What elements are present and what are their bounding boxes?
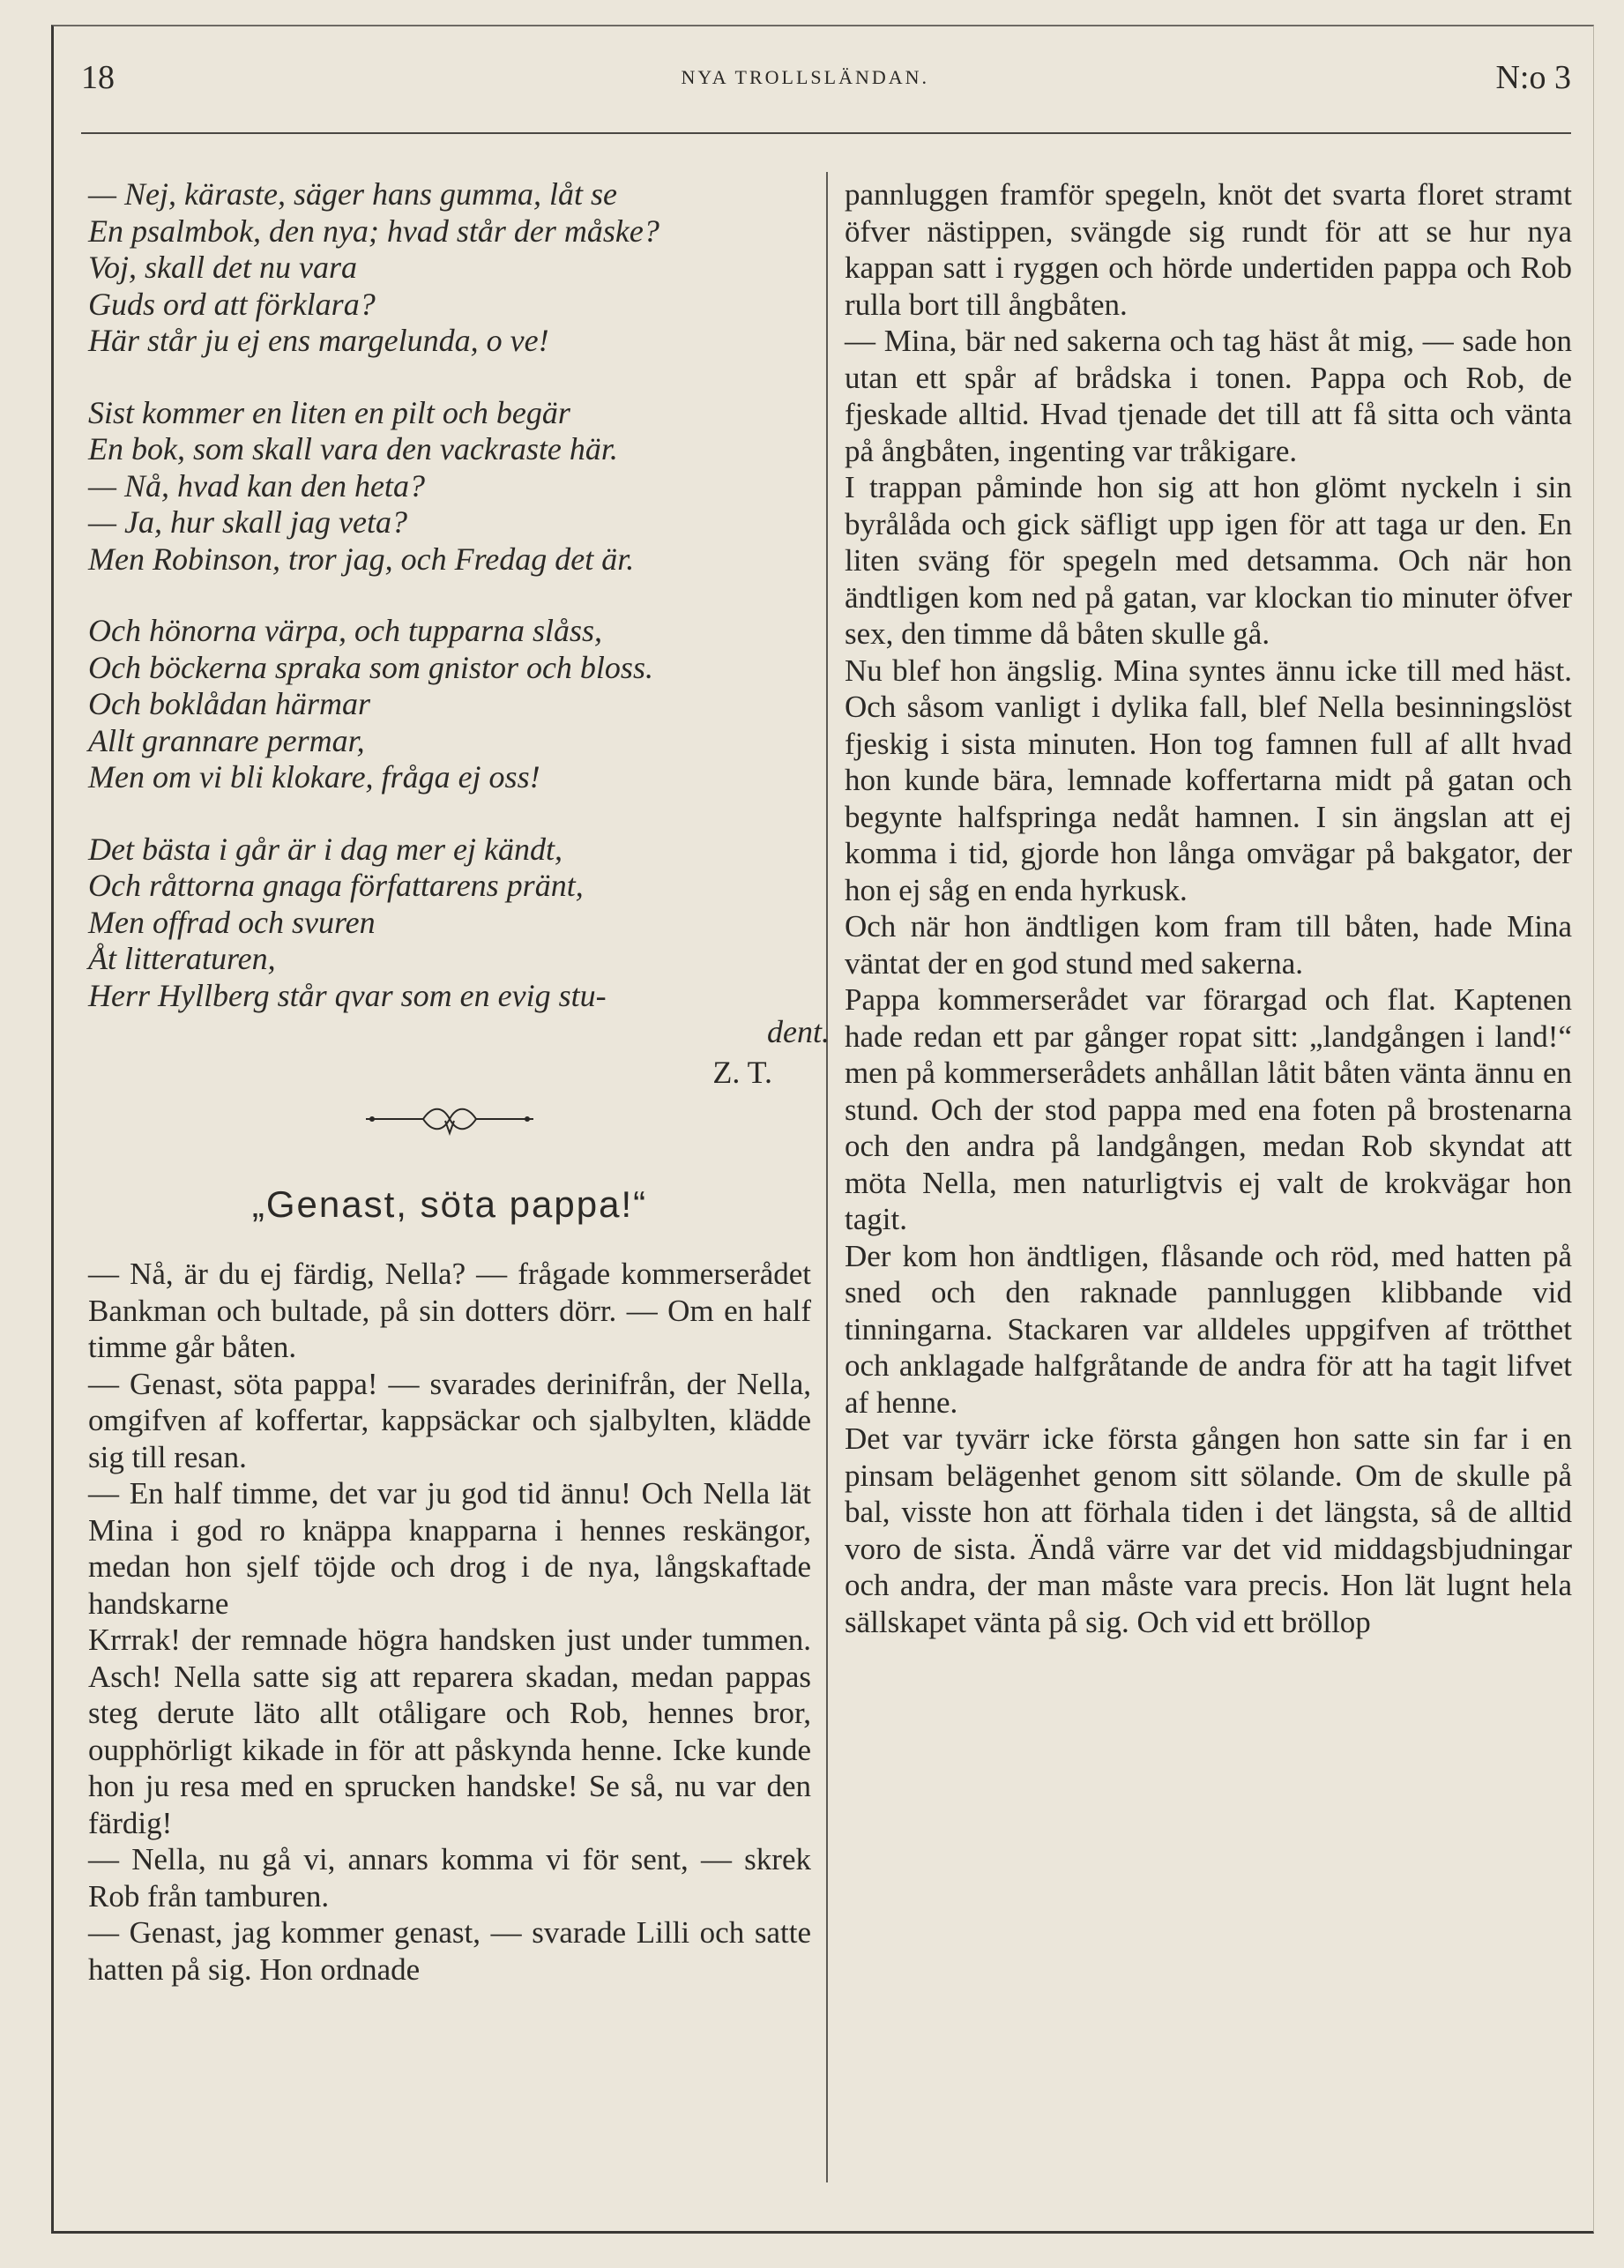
left-column — [88, 176, 830, 1988]
poem-line: Guds ord att förklara? — [88, 286, 376, 322]
poem-line: Allt grannare permar, — [88, 722, 365, 758]
poem-line: Åt litteraturen, — [88, 941, 276, 976]
poem-line: Sist kommer en liten en pilt och begär — [88, 394, 570, 430]
story-text-right — [845, 176, 1572, 1640]
column-rule — [826, 172, 828, 2182]
ornament-divider-icon — [361, 1101, 538, 1141]
poem-line: Men om vi bli klokare, fråga ej oss! — [88, 759, 540, 795]
poem-line: Och boklådan härmar — [88, 686, 370, 721]
poem-line: En psalmbok, den nya; hvad står der måske? — [88, 213, 659, 249]
story-paragraph: — Nå, är du ej färdig, Nella? — frågade kommerserådet Bankman och bultade, på sin dotters dörr. — Om en half timme går båten. — [88, 1257, 811, 1364]
header-rule — [81, 132, 1571, 134]
poem-line: En bok, som skall vara den vackraste här. — [88, 431, 618, 466]
story-paragraph: Nu blef hon ängslig. Mina syntes ännu icke till med häst. Och såsom vanligt i dylika fall, blef Nella besinningslöst fjeskig i sista minuten. Hon tog famnen full af allt hvad hon kunde bära, lemnade koffertarna midt på gatan och begynte halfspringa nedåt hamnen. I sin ängslan att ej komma i tid, gjorde hon långa omvägar på bakgator, der hon ej såg en enda hyrkusk. — [845, 653, 1572, 907]
story-paragraph: Det var tyvärr icke första gången hon satte sin far i en pinsam belägenhet genom sitt sölande. Om de skulle på bal, visste hon att förhala tiden i det längsta, så de alltid voro de sista. Ändå värre var det vid middagsbjudningar och andra, der man måste vara precis. Hon lät lugnt hela sällskapet vänta på sig. Och vid ett bröllop — [845, 1421, 1572, 1639]
story-paragraph: Pappa kommerserådet var förargad och flat. Kaptenen hade redan ett par gånger ropat sitt: „landgången i land!“ men på kommerserådets anhållan låtit båten vänta ännu en stund. Och der stod pappa med ena foten på brostenarna och den andra på landgången, medan Rob skyndat att möta Nella, men naturligtvis ej valt de krokvägar hon tagit. — [845, 982, 1572, 1236]
poem-line: Herr Hyllberg står qvar som en evig stu- — [88, 977, 607, 1013]
running-header — [81, 51, 1571, 104]
story-paragraph: I trappan påminde hon sig att hon glömt nyckeln i sin byrålåda och gick säfligt upp igen för att taga ur den. En liten sväng för spegeln med detsamma. Och när hon ändtligen kom ned på gatan, var klockan tio minuter öfver sex, den timme då båten skulle gå. — [845, 470, 1572, 651]
poem-line-continuation: dent. — [767, 1014, 830, 1049]
story-text-left — [88, 1256, 811, 1988]
poem-line: Men offrad och svuren — [88, 904, 376, 940]
poem-line: Det bästa i går är i dag mer ej kändt, — [88, 831, 562, 867]
story-paragraph: — Genast, söta pappa! — svarades derinifrån, der Nella, omgifven af koffertar, kappsäckar och sjalbylten, klädde sig till resan. — [88, 1366, 811, 1474]
poem-stanza — [88, 395, 811, 578]
issue-number: N:o 3 — [1495, 59, 1571, 96]
publication-title: NYA TROLLSLÄNDAN. — [681, 66, 930, 88]
poem — [88, 176, 830, 1091]
right-column — [845, 176, 1572, 1640]
story-paragraph: — En half timme, det var ju god tid ännu! Och Nella lät Mina i god ro knäppa knapparna i hennes reskängor, medan hon sjelf töjde och drog i de nya, långskaftade handskarne — [88, 1476, 811, 1621]
story-paragraph: Der kom hon ändtligen, flåsande och röd, med hatten på sned och den raknade pannluggen klibbande vid tinningarna. Stackaren var alldeles uppgifven af trötthet och anklagade halfgråtande de andra för att ha tagit lifvet af henne. — [845, 1238, 1572, 1420]
poem-line: Men Robinson, tror jag, och Fredag det är. — [88, 541, 635, 577]
story-paragraph: — Mina, bär ned sakerna och tag häst åt mig, — sade hon utan ett spår af brådska i tonen. Pappa och Rob, de fjeskade alltid. Hvad tjenade det till att få sitta och vänta på ångbåten, ingenting var tråkigare. — [845, 324, 1572, 468]
poem-line: Och råttorna gnaga författarens pränt, — [88, 868, 584, 903]
author-signature: Z. T. — [712, 1054, 772, 1090]
poem-line: — Ja, hur skall jag veta? — [88, 504, 407, 540]
story-paragraph: Och när hon ändtligen kom fram till båten, hade Mina väntat der en god stund med sakerna. — [845, 909, 1572, 981]
story-paragraph: Krrrak! der remnade högra handsken just under tummen. Asch! Nella satte sig att reparera skadan, medan pappas steg derute läto allt otåligare och Rob, hennes bror, oupphörligt kikade in för att påskynda henne. Icke kunde hon ju resa med en sprucken handske! Se så, nu var den färdig! — [88, 1623, 811, 1840]
story-paragraph: — Genast, jag kommer genast, — svarade Lilli och satte hatten på sig. Hon ordnade — [88, 1915, 811, 1987]
poem-stanza — [88, 613, 811, 796]
poem-line: — Nå, hvad kan den heta? — [88, 467, 425, 504]
poem-line: Och böckerna spraka som gnistor och bloss. — [88, 649, 653, 685]
story-paragraph: — Nella, nu gå vi, annars komma vi för sent, — skrek Rob från tamburen. — [88, 1842, 811, 1914]
poem-stanza — [88, 176, 811, 360]
story-title: „Genast, söta pappa!“ — [251, 1183, 648, 1225]
poem-line: Här står ju ej ens margelunda, o ve! — [88, 323, 549, 358]
page-number: 18 — [81, 59, 115, 96]
poem-line: Voj, skall det nu vara — [88, 250, 357, 285]
poem-stanza — [88, 831, 830, 1051]
poem-line: — Nej, käraste, säger hans gumma, låt se — [88, 176, 617, 212]
poem-line: Och hönorna värpa, och tupparna slåss, — [88, 613, 602, 648]
story-paragraph: pannluggen framför spegeln, knöt det svarta floret stramt öfver nästippen, svängde sig rundt för att se hur nya kappan satt i ryggen och hörde undertiden pappa och Rob rulla bort till ångbåten. — [845, 177, 1572, 322]
